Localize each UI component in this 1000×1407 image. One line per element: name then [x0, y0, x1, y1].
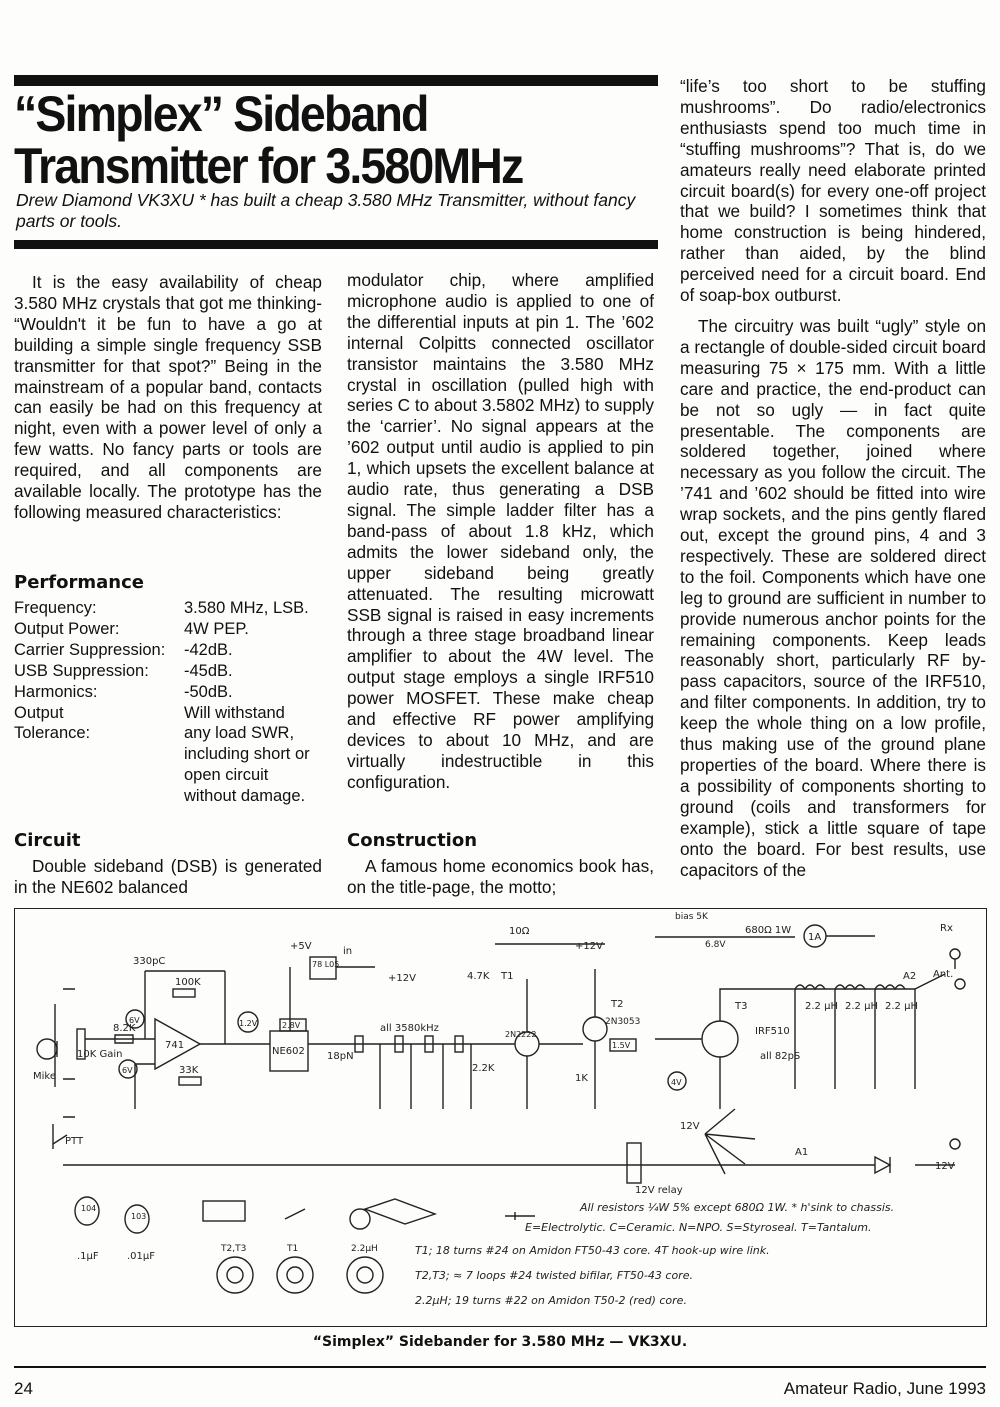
column-1: [14, 272, 322, 523]
table-row: Tolerance: any load SWR, including short or open circuit without damage.: [14, 724, 310, 806]
t3-label: T3: [735, 1001, 748, 1012]
performance-table: [14, 598, 324, 807]
circuit-heading: Circuit: [14, 830, 81, 851]
v12-label-c: 12V: [680, 1121, 700, 1132]
t2-label: T2: [611, 999, 624, 1010]
legend-t2t3: T2,T3; ≈ 7 loops #24 twisted bifilar, FT50-43 core.: [415, 1269, 693, 1282]
cap104-label: 104: [81, 1204, 97, 1213]
table-row: Harmonics: -50dB.: [14, 682, 233, 701]
table-row: Frequency: 3.580 MHz, LSB.: [14, 599, 309, 617]
r47k-label: 4.7K: [467, 971, 490, 982]
r33k-label: 33K: [179, 1065, 199, 1076]
cap103-label: 103: [131, 1212, 147, 1221]
mosfet-irf510: [702, 1021, 738, 1057]
construction-text: A famous home economics book has, on the title-page, the motto;: [347, 856, 654, 897]
microphone-symbol: [37, 1039, 57, 1059]
relay-label: 12V relay: [635, 1185, 683, 1196]
column-2: [347, 270, 654, 793]
mike-label: Mike: [33, 1071, 56, 1082]
footer-rule: [14, 1366, 986, 1368]
zener-label: 6.8V: [705, 940, 726, 950]
header-rule-top: [14, 75, 658, 86]
legend-t1: T1; 18 turns #24 on Amidon FT50-43 core. 4T hook-up wire link.: [415, 1244, 770, 1257]
article-title: “Simplex” Sideband Transmitter for 3.580MHz: [14, 86, 523, 194]
rx-label: Rx: [940, 923, 953, 934]
inductor-2-label: 2.2 µH: [845, 1001, 878, 1012]
r10-label: 10Ω: [509, 926, 530, 937]
test-point-1v2: 1.2V: [239, 1019, 258, 1028]
circuit-text: Double sideband (DSB) is generated in the NE602 balanced: [14, 856, 322, 897]
c82-label: all 82pS: [760, 1051, 801, 1062]
intro-paragraph: It is the easy availability of cheap 3.580 MHz crystals that got me thinking- “Wouldn't it be fun to have a go at building a simple single frequency SSB transmitter for that spot?” Being in the mainstream of a popular band, contacts can easily be had on this frequency at night, even with a power level of only a few watts. No fancy parts or tools are required, and all components are available locally. The prototype has the following measured characteristics:: [14, 272, 322, 522]
column-3-paragraph-1: “life’s too short to be stuffing mushrooms”. Do radio/electronics enthusiasts spend too much time in “stuffing mushrooms”? That is, do we amateurs really need elaborate printed circuit board(s) for every one-off project that we build? I sometimes think that home construction is being hindered, rather than aided, by the blind perceived need for a circuit board. End of soap-box outburst.: [680, 76, 986, 306]
c330-label: 330pC: [133, 956, 166, 967]
uf01-label: .01µF: [127, 1251, 156, 1262]
plus5-label: +5V: [290, 941, 312, 952]
crystal-label: all 3580kHz: [380, 1023, 439, 1034]
q1-label: 2N2222: [505, 1030, 537, 1039]
legend-resistors: All resistors ¼W 5% except 680Ω 1W. * h'sink to chassis.: [580, 1201, 895, 1214]
r680-label: 680Ω 1W: [745, 925, 792, 936]
uf1-label: .1µF: [77, 1251, 99, 1262]
r1k-label: 1K: [575, 1073, 588, 1084]
table-row: Output Will withstand: [14, 703, 285, 722]
relay-a2-label: A2: [903, 971, 917, 982]
inductor-3-label: 2.2 µH: [885, 1001, 918, 1012]
bias-label: bias 5K: [675, 912, 708, 922]
irf510-label: IRF510: [755, 1026, 790, 1037]
legend-capacitors: E=Electrolytic. C=Ceramic. N=NPO. S=Styroseal. T=Tantalum.: [525, 1221, 872, 1234]
table-row: USB Suppression: -45dB.: [14, 661, 233, 680]
ic-dip-sketch: [203, 1201, 245, 1221]
test-point-1v5: 1.5V: [612, 1041, 631, 1050]
inductor-1-label: 2.2 µH: [805, 1001, 838, 1012]
v12-input-label: 12V: [935, 1161, 955, 1172]
r22k-label: 2.2K: [472, 1063, 495, 1074]
transistor-q2: [583, 1017, 607, 1041]
test-point-4v: 4V: [671, 1078, 682, 1087]
r100k-label: 100K: [175, 977, 201, 988]
plus12v-a: +12V: [388, 973, 416, 984]
t1-label: T1: [501, 971, 514, 982]
l22-sketch-label: 2.2µH: [351, 1244, 378, 1254]
test-point-2v8: 2.8V: [282, 1021, 301, 1030]
t1-sketch-label: T1: [287, 1244, 299, 1254]
article-subtitle: Drew Diamond VK3XU * has built a cheap 3.580 MHz Transmitter, without fancy parts or tools.: [16, 190, 636, 231]
legend-inductor: 2.2µH; 19 turns #22 on Amidon T50-2 (red) core.: [415, 1294, 687, 1307]
reg-label: 78 L05: [312, 960, 340, 969]
table-row: Carrier Suppression: -42dB.: [14, 640, 233, 659]
ne602-label: NE602: [272, 1046, 305, 1057]
performance-heading: Performance: [14, 572, 144, 593]
header-rule-bottom: [14, 240, 658, 249]
column-2-text: modulator chip, where amplified microphone audio is applied to one of the differential inputs at pin 1. The ’602 internal Colpitts connected oscillator transistor maintains the 3.580 MHz crystal in oscillation (pulled high with series C to about 3.5802 MHz) to supply the ‘carrier’. No signal appears at the ’602 output until audio is applied to pin 1, which upsets the excellent balance at audio rate, thus generating a DSB signal. The simple ladder filter has a band-pass of about 1.8 kHz, which admits the lower sideband only, the upper sideband being greatly attenuated. The resulting microwatt SSB signal is raised in easy increments through a three stage broadband linear amplifier to about the 4W level. The output stage employs a single IRF510 power MOSFET. These make cheap and effective RF power amplifying devices to about 10 MHz, and are virtually indestructible in this configuration.: [347, 270, 654, 792]
r-8k2-label: 8.2K: [113, 1023, 136, 1034]
test-point-6v-a: 6V: [129, 1016, 140, 1025]
column-3: [680, 76, 986, 880]
page-number: 24: [14, 1379, 33, 1398]
protection-diode: [875, 1157, 890, 1173]
transistor-sketch: [350, 1209, 370, 1229]
relay-a1-label: A1: [795, 1147, 809, 1158]
construction-heading: Construction: [347, 830, 478, 851]
figure-caption: “Simplex” Sidebander for 3.580 MHz — VK3XU.: [312, 1334, 688, 1350]
antenna-label: Ant.: [933, 969, 954, 980]
ic741-label: 741: [165, 1040, 185, 1051]
journal-info: Amateur Radio, June 1993: [783, 1379, 986, 1398]
c18-label: 18pN: [327, 1051, 354, 1062]
schematic-drawing: [15, 909, 986, 1326]
reg-in-label: in: [343, 946, 353, 957]
test-point-6v-b: 6V: [122, 1066, 133, 1075]
plus12v-b: +12V: [575, 941, 603, 952]
meter-label: 1A: [808, 932, 822, 943]
gain-label: 10K Gain: [77, 1049, 123, 1060]
ptt-label: PTT: [65, 1136, 84, 1147]
schematic-figure: [14, 908, 987, 1327]
relay-coil: [627, 1143, 641, 1183]
q2-label: 2N3053: [605, 1017, 641, 1027]
t2t3-sketch-label: T2,T3: [221, 1244, 247, 1254]
table-row: Output Power: 4W PEP.: [14, 619, 249, 638]
column-3-paragraph-2: The circuitry was built “ugly” style on a rectangle of double-sided circuit board measuring 75 × 175 mm. With a little care and practice, the end-product can be not so ugly — in fact quite presentable. The components are soldered together, joined where necessary as you follow the circuit. The ’741 and ’602 should be fitted into wire wrap sockets, and the pins gently flared out, except the ground pins, 4 and 3 respectively. These are soldered direct to the foil. Components which have one leg to ground are sufficient in number to provide numerous anchor points for the remaining components. Keep leads reasonably short, particularly RF by-pass capacitors, source of the IRF510, and filter components. In addition, try to keep the whole thing on a low profile, thus making use of the ground plane properties of the board. Where there is a possibility of components shorting to ground (coils and transformers for example), stick a little square of tape onto the board. For best results, use capacitors of the: [680, 315, 986, 880]
